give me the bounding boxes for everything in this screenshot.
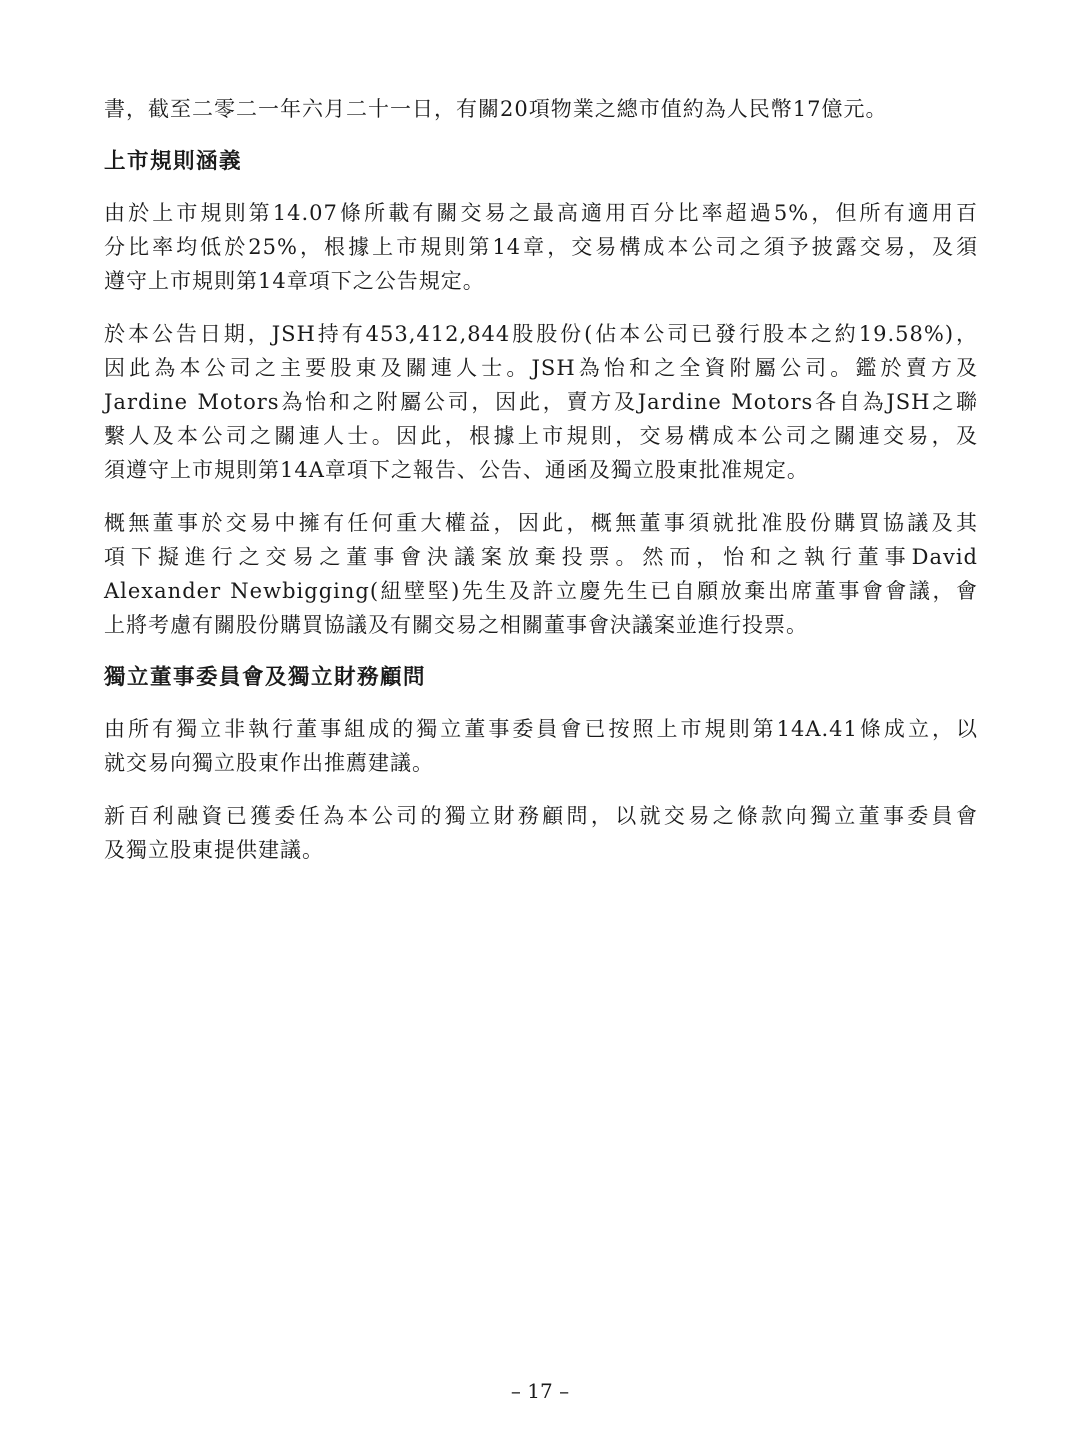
paragraph-financial-adviser (104, 799, 978, 867)
text-line: Alexander Newbigging(紐壁堅)先生及許立慶先生已自願放棄出席董事會會議，會 (104, 579, 978, 603)
text-line: 概無董事於交易中擁有任何重大權益，因此，概無董事須就批准股份購買協議及其 (104, 511, 978, 535)
text-line: 新百利融資已獲委任為本公司的獨立財務顧問，以就交易之條款向獨立董事委員會 (104, 804, 978, 828)
section-heading-listing-rules-implications: 上市規則涵義 (104, 149, 243, 174)
paragraph-connected-transaction (104, 317, 978, 487)
paragraph-director-abstention (104, 506, 978, 642)
text-line: 由所有獨立非執行董事組成的獨立董事委員會已按照上市規則第14A.41條成立，以 (104, 717, 978, 741)
text-line: 於本公告日期，JSH持有453,412,844股股份(佔本公司已發行股本之約19.58%)， (104, 322, 978, 346)
section-heading-independent-board-committee: 獨立董事委員會及獨立財務顧問 (104, 665, 427, 690)
text-line: 項下擬進行之交易之董事會決議案放棄投票。然而，怡和之執行董事David (104, 545, 978, 569)
paragraph-disclosable-transaction (104, 196, 978, 298)
text-line: 因此為本公司之主要股東及關連人士。JSH為怡和之全資附屬公司。鑑於賣方及 (104, 356, 978, 380)
document-body (104, 92, 978, 886)
text-line: 由於上市規則第14.07條所載有關交易之最高適用百分比率超過5%，但所有適用百 (104, 201, 978, 225)
text-line: 遵守上市規則第14章項下之公告規定。 (104, 269, 485, 293)
text-line: 上將考慮有關股份購買協議及有關交易之相關董事會決議案並進行投票。 (104, 613, 808, 637)
paragraph-committee-formation (104, 712, 978, 780)
page-number: – 17 – (510, 1379, 570, 1403)
text-line: 就交易向獨立股東作出推薦建議。 (104, 751, 434, 775)
text-line: 分比率均低於25%，根據上市規則第14章，交易構成本公司之須予披露交易，及須 (104, 235, 978, 259)
text-line: Jardine Motors為怡和之附屬公司，因此，賣方及Jardine Motors各自為JSH之聯 (104, 390, 978, 414)
paragraph-continued (104, 92, 978, 126)
text-line: 須遵守上市規則第14A章項下之報告、公告、通函及獨立股東批准規定。 (104, 458, 809, 482)
text-line: 及獨立股東提供建議。 (104, 838, 324, 862)
text-line: 書，截至二零二一年六月二十一日，有關20項物業之總市值約為人民幣17億元。 (104, 97, 888, 121)
text-line: 繫人及本公司之關連人士。因此，根據上市規則，交易構成本公司之關連交易，及 (104, 424, 978, 448)
